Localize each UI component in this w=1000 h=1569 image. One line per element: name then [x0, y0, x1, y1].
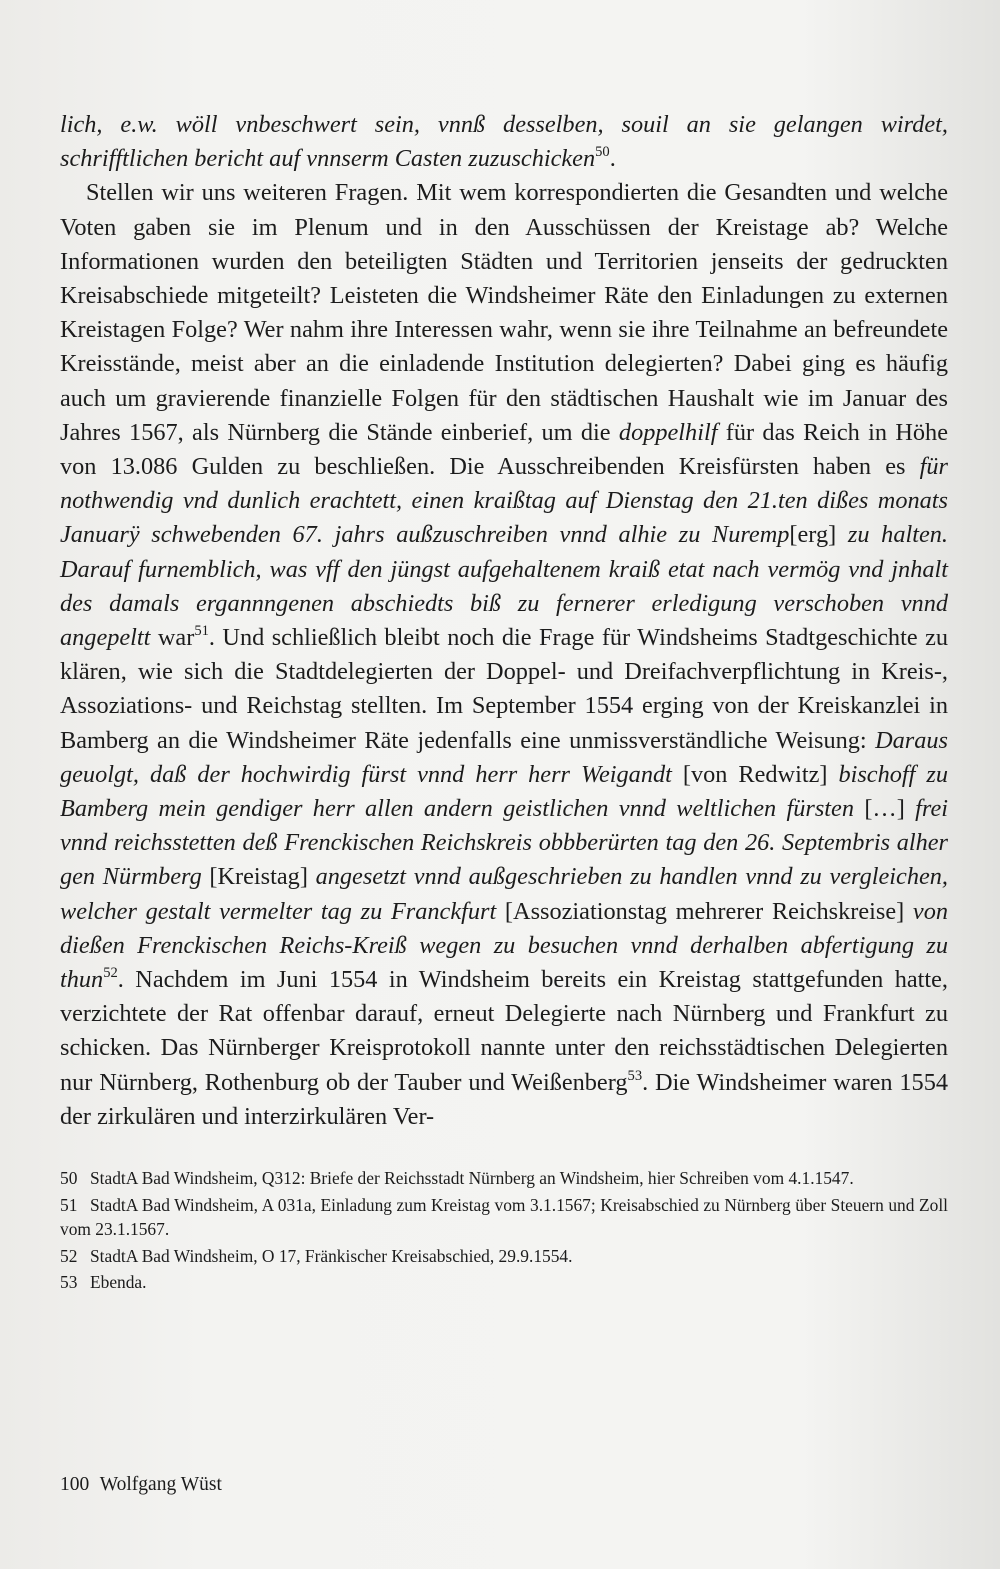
quote-text: Daraus geuolgt, daß der hochwirdig fürst vnnd herr herr Weigandt — [60, 726, 948, 788]
text-run: war — [150, 624, 195, 652]
footnote-ref-51[interactable]: 51 — [194, 622, 209, 639]
running-author: Wolfgang Wüst — [99, 1474, 222, 1495]
footnotes-section — [60, 1166, 948, 1297]
quote-text: frei vnnd reichsstetten deß Frenckischen Reichskreis obbberürten tag den 26. Septembris alher gen Nürmberg — [60, 795, 948, 891]
quote-text: zu halten. Darauf furnemblich, was vff den jüngst aufgehaltenem kraiß etat nach vermög vnd jnhalt des damals ergannngenen abschiedts biß zu fernerer erledigung verschoben vnnd angepeltt — [60, 521, 948, 652]
text-run: [von Redwitz] — [671, 760, 839, 788]
text-run: für das Reich in Höhe von 13.086 Gulden zu beschließen. Die Ausschreibenden Kreisfürsten haben es — [60, 418, 948, 481]
footnote-text: Ebenda. — [90, 1272, 147, 1293]
footnote-ref-53[interactable]: 53 — [627, 1067, 643, 1084]
footnote-52 — [60, 1244, 948, 1269]
text-run: [Assoziationstag mehrerer Reichskreise] — [496, 897, 913, 925]
quote-text: von dießen Frenckischen Reichs-Kreiß wegen zu besuchen vnnd derhalben abfertigung zu thun — [60, 897, 948, 994]
punctuation: . — [609, 145, 616, 173]
footnote-text: StadtA Bad Windsheim, A 031a, Einladung zum Kreistag vom 3.1.1567; Kreisabschied zu Nürnberg über Steuern und Zoll vom 23.1.1567. — [60, 1194, 948, 1240]
footnote-number: 50 — [60, 1168, 78, 1188]
text-run: […] — [853, 795, 916, 823]
paragraph-1 — [60, 108, 948, 176]
footnote-ref-50[interactable]: 50 — [595, 144, 610, 160]
text-run: . Nachdem im Juni 1554 in Windsheim bereits ein Kreistag stattgefunden hatte, verzichtete der Rat offenbar darauf, erneut Delegierte nach Nürnberg und Frankfurt zu schicken. Das Nürnberger Kreisprotokoll nannte unter den reichsstädtischen Delegierten nur Nürnberg, Rothenburg ob der Tauber und Weißenberg — [60, 966, 948, 1096]
text-run: . Die Windsheimer waren 1554 der zirkulären und interzirkulären Ver- — [60, 1068, 948, 1130]
footnote-number: 52 — [60, 1245, 78, 1266]
text-run: Stellen wir uns weiteren Fragen. Mit wem korrespondierten die Gesandten und welche Voten gaben sie im Plenum und in den Ausschüssen der Kreistage ab? Welche Informationen wurden den beteiligten Städten und Territorien jenseits der gedruckten Kreisabschiede mitgeteilt? Leisteten die Windsheimer Räte den Einladungen zu externen Kreistagen Folge? Wer nahm ihre Interessen wahr, wenn sie ihre Teilnahme an befreundete Kreisstände, meist aber an die einladende Institution delegierten? Dabei ging es häufig auch um gravierende finanzielle Folgen für den städtischen Haushalt wie im Januar des Jahres 1567, als Nürnberg die Stände einberief, um die — [60, 179, 948, 446]
footnote-51 — [60, 1193, 948, 1242]
footnote-number: 53 — [60, 1272, 78, 1293]
footnote-text: StadtA Bad Windsheim, Q312: Briefe der Reichsstadt Nürnberg an Windsheim, hier Schreiben vom 4.1.1547. — [90, 1168, 854, 1188]
main-text — [60, 108, 948, 1134]
quote-text: lich, e.w. wöll vnbeschwert sein, vnnß desselben, souil an sie gelangen wirdet, schrifftlichen bericht auf vnnserm Casten zuzuschicken — [60, 111, 948, 173]
quote-text: bischoff zu Bamberg mein gendiger herr allen andern geistlichen vnnd weltlichen fürsten — [60, 760, 948, 823]
footnote-ref-52[interactable]: 52 — [103, 964, 118, 981]
quote-text: doppelhilf — [618, 418, 718, 446]
footnote-53 — [60, 1270, 948, 1295]
text-run: [erg] — [789, 521, 837, 549]
text-run: [Kreistag] — [201, 863, 316, 891]
footnote-50 — [60, 1166, 948, 1191]
page-number: 100 — [60, 1474, 90, 1495]
quote-text: angesetzt vnnd außgeschrieben zu handlen vnnd zu vergleichen, welcher gestalt vermelter tag zu Franckfurt — [60, 863, 948, 925]
footnote-number: 51 — [60, 1194, 78, 1215]
text-run: . Und schließlich bleibt noch die Frage für Windsheims Stadtgeschichte zu klären, wie sich die Stadtdelegierten der Doppel- und Dreifachverpflichtung in Kreis-, Assoziations- und Reichstag stellten. Im September 1554 erging von der Kreiskanzlei in Bamberg an die Windsheimer Räte jedenfalls eine unmissverständliche Weisung: — [60, 624, 948, 754]
paragraph-2 — [60, 176, 948, 1134]
running-footer — [60, 1474, 222, 1496]
quote-text: für nothwendig vnd dunlich erachtett, einen kraißtag auf Dienstag den 21.ten dißes monats Januarÿ schwebenden 67. jahrs außzuschreiben vnnd alhie zu Nuremp — [60, 453, 948, 549]
footnote-text: StadtA Bad Windsheim, O 17, Fränkischer Kreisabschied, 29.9.1554. — [90, 1245, 573, 1266]
